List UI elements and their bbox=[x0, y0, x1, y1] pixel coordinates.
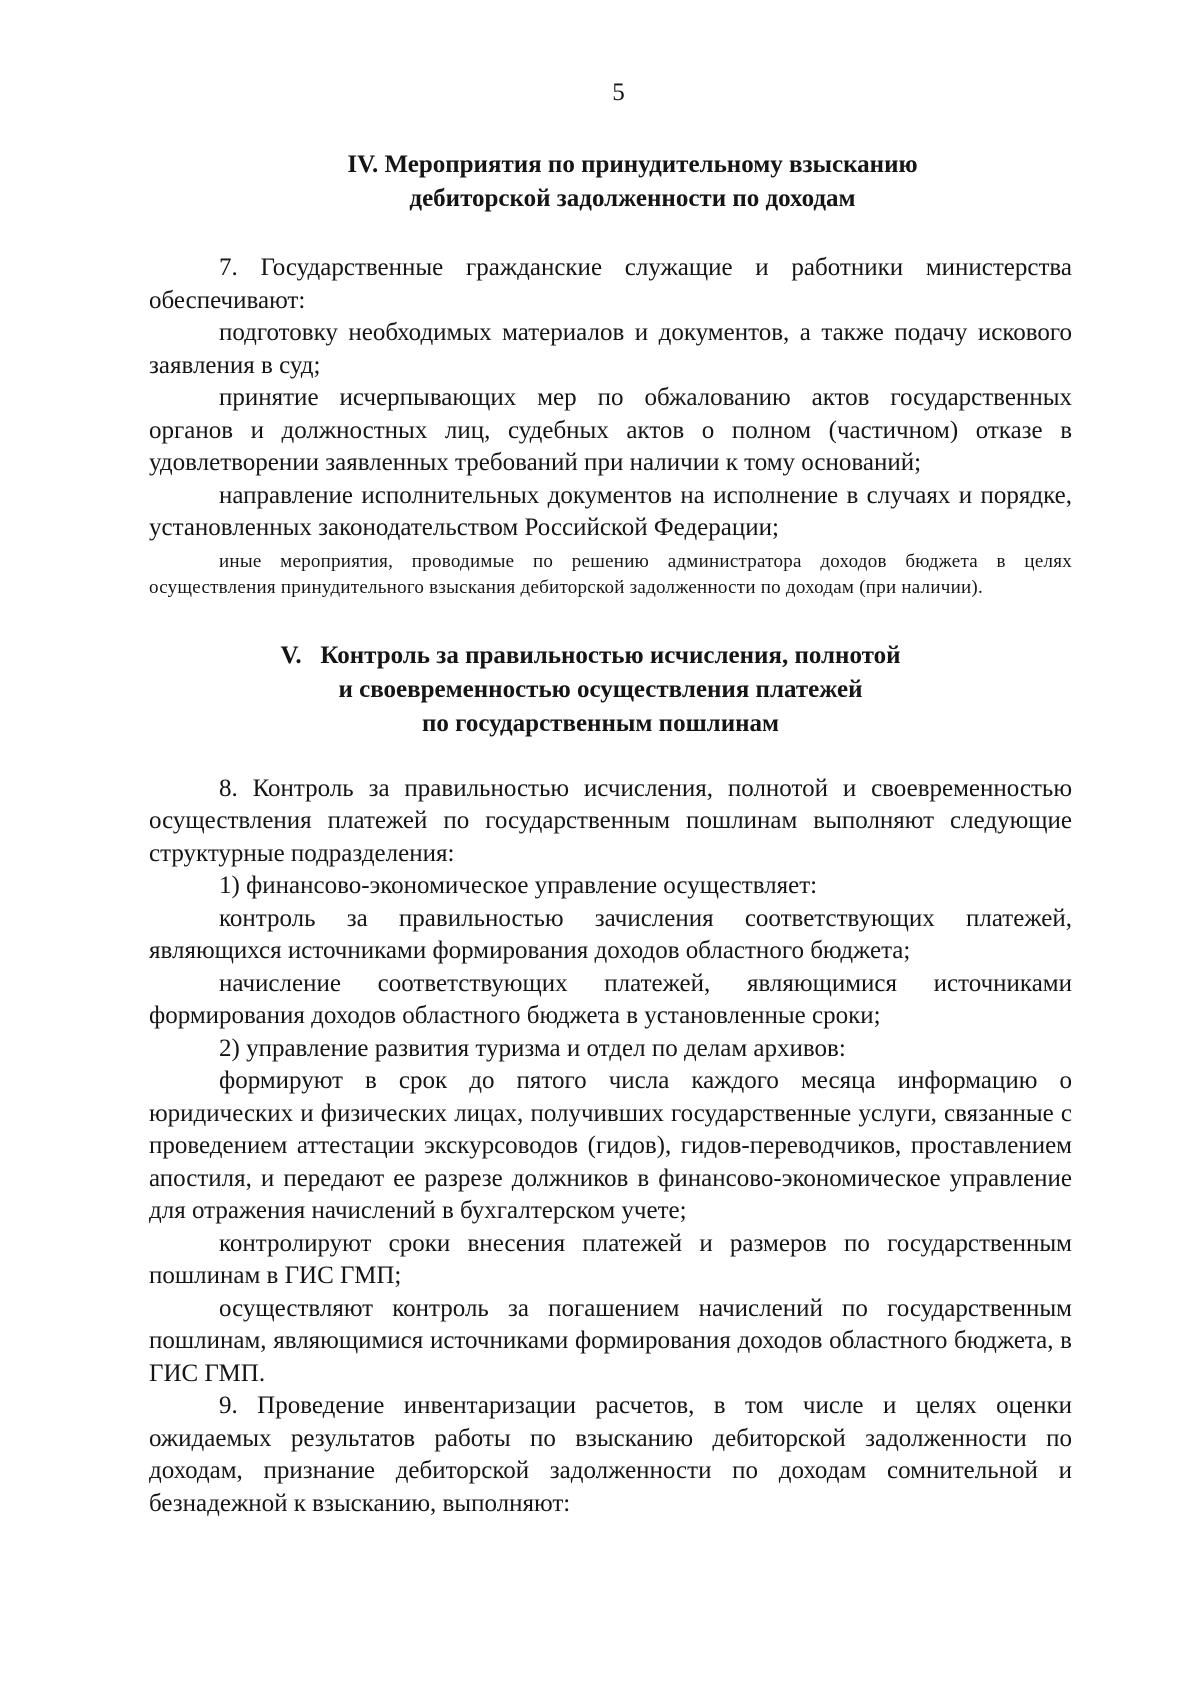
paragraph-9: 9. Проведение инвентаризации расчетов, в том числе и целях оценки ожидаемых результатов работы по взысканию дебиторской задолженности по доходам, признание дебиторской задолженности по доходам сомнительной и безнадежной к взысканию, выполняют: bbox=[149, 1392, 1072, 1517]
paragraph-8-item: контроль за правильностью зачисления соответствующих платежей, являющихся источниками формирования доходов областного бюджета; bbox=[149, 904, 1072, 964]
section-4-heading bbox=[193, 148, 1072, 216]
paragraph-8-item: формируют в срок до пятого числа каждого месяца информацию о юридических и физических лицах, получивших государственные услуги, связанные с проведением аттестации экскурсоводов (гидов), гидов-переводчиков, проставлением апостиля, и передают ее разрезе должников в финансово-экономическое управление для отражения начислений в бухгалтерском учете; bbox=[149, 1067, 1072, 1224]
section-5-heading-line: по государственным пошлинам bbox=[421, 709, 780, 737]
paragraph-7-item: подготовку необходимых материалов и документов, а также подачу искового заявления в суд; bbox=[149, 319, 1072, 379]
section-5-heading-line: V. Контроль за правильностью исчисления, полнотой bbox=[280, 641, 901, 669]
paragraph-7-item-small: иные мероприятия, проводимые по решению администратора доходов бюджета в целях осуществления принудительного взыскания дебиторской задолженности по доходам (при наличии). bbox=[149, 550, 1072, 598]
section-spacer bbox=[149, 601, 1072, 639]
paragraph-7-item: направление исполнительных документов на исполнение в случаях и порядке, установленных законодательством Российской Федерации; bbox=[149, 481, 1072, 541]
section-4-body bbox=[149, 252, 1072, 601]
section-5-heading bbox=[149, 639, 1072, 741]
paragraph-8: 8. Контроль за правильностью исчисления, полнотой и своевременностью осуществления платежей по государственным пошлинам выполняют следующие структурные подразделения: bbox=[149, 774, 1072, 867]
paragraph-8-item: осуществляют контроль за погашением начислений по государственным пошлинам, являющимися источниками формирования доходов областного бюджета, в ГИС ГМП. bbox=[149, 1294, 1072, 1387]
paragraph-8-subitem: 1) финансово-экономическое управление осуществляет: bbox=[219, 872, 818, 899]
paragraph-8-item: контролируют сроки внесения платежей и размеров по государственным пошлинам в ГИС ГМП; bbox=[149, 1229, 1072, 1289]
paragraph-8-item: начисление соответствующих платежей, являющимися источниками формирования доходов областного бюджета в установленные сроки; bbox=[149, 969, 1072, 1029]
paragraph-7: 7. Государственные гражданские служащие и работники министерства обеспечивают: bbox=[149, 254, 1072, 314]
section-5-heading-line: и своевременностью осуществления платежей bbox=[338, 675, 863, 703]
section-4-heading-line: IV. Мероприятия по принудительному взысканию bbox=[347, 151, 918, 178]
paragraph-7-item: принятие исчерпывающих мер по обжалованию актов государственных органов и должностных лиц, судебных актов о полном (частичном) отказе в удовлетворении заявленных требований при наличии к тому оснований; bbox=[149, 384, 1072, 476]
section-5-body bbox=[149, 773, 1072, 1521]
page-number: 5 bbox=[612, 79, 625, 106]
section-4-heading-line: дебиторской задолженности по доходам bbox=[409, 185, 856, 212]
paragraph-8-subitem: 2) управление развития туризма и отдел по делам архивов: bbox=[219, 1034, 846, 1062]
